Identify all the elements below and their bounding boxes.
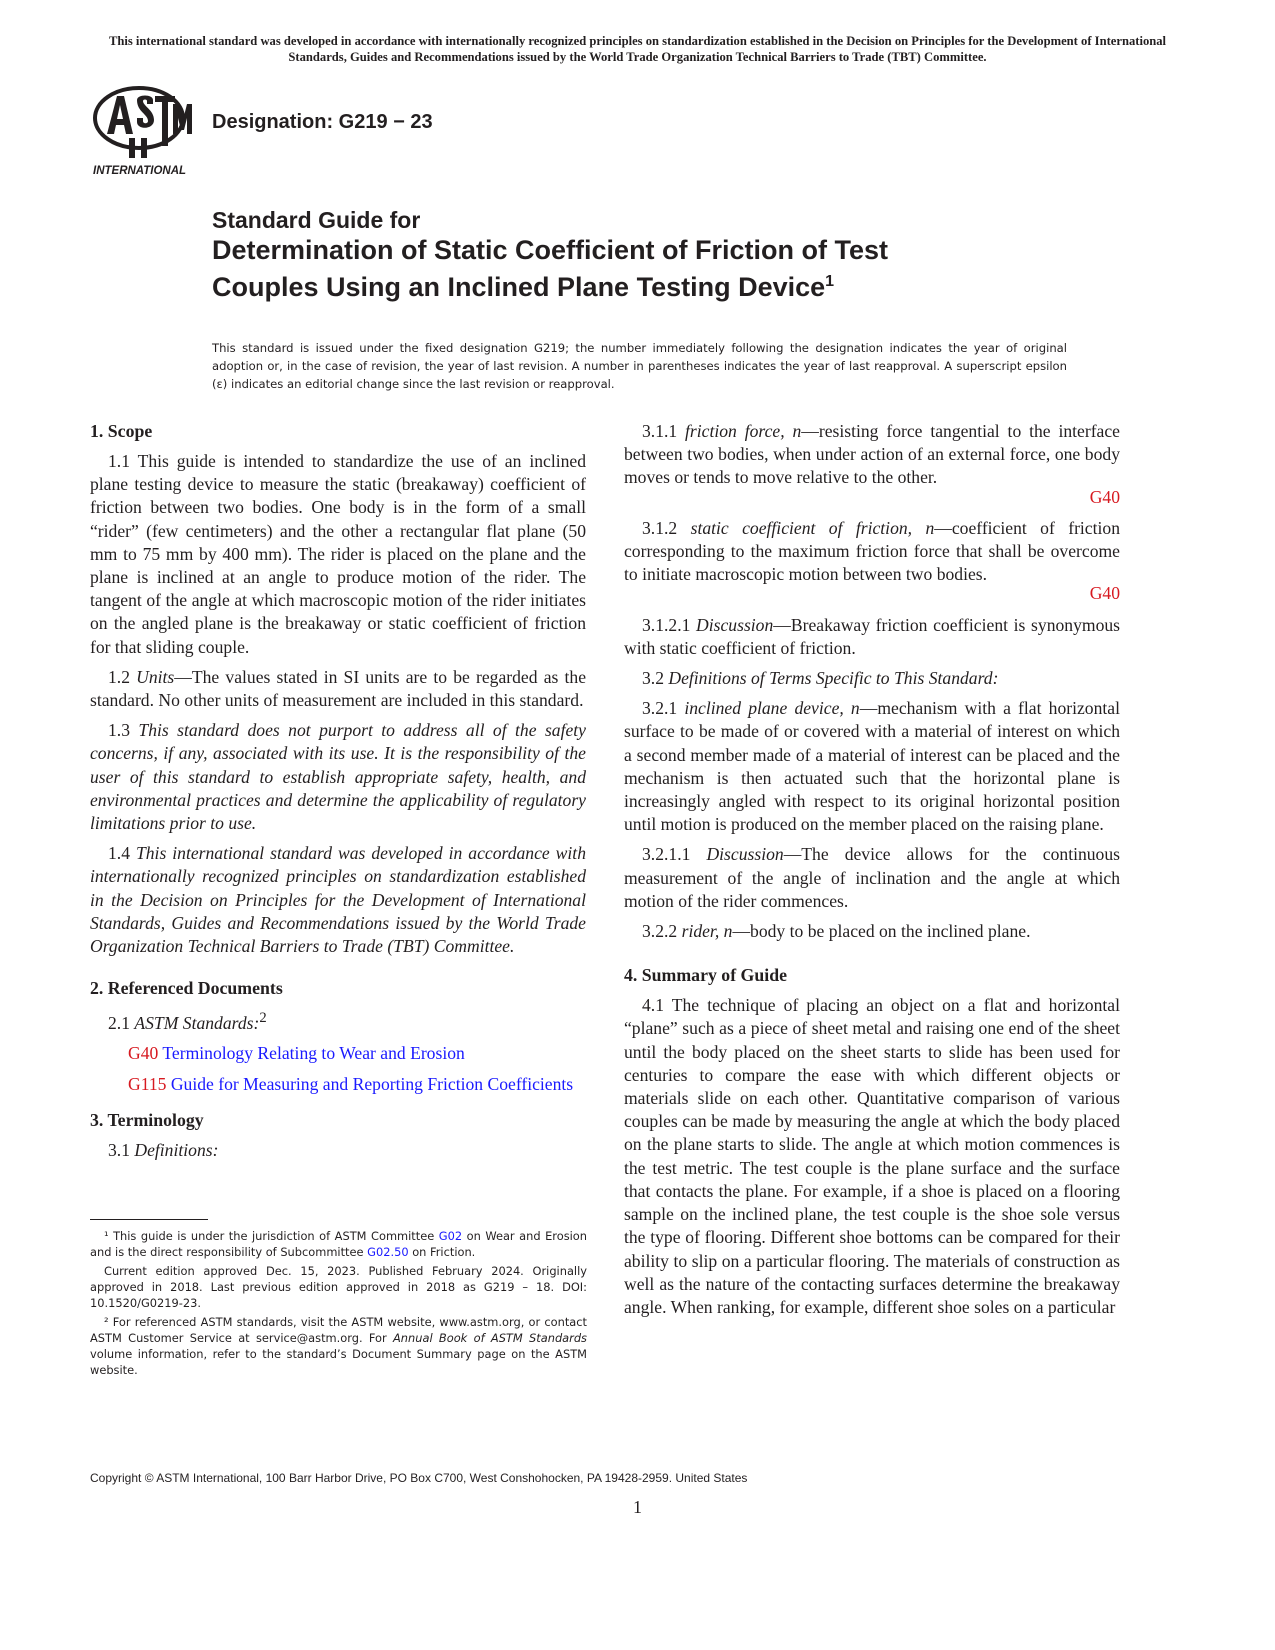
committee-link[interactable]: G02 [438, 1229, 463, 1243]
document-title [212, 206, 1112, 303]
title-line-3: Couples Using an Inclined Plane Testing Device$^1$ [212, 272, 835, 302]
footnote-1: ¹ This guide is under the jurisdiction of ASTM Committee G02 on Wear and Erosion and is the direct responsibility of Subcommittee G02.50 on Friction. [90, 1229, 587, 1259]
paragraph-1-2: 1.2 Units—The values stated in SI units are to be regarded as the standard. No other units of measurement are included in this standard. [90, 666, 587, 711]
paragraph-3-2: 3.2 Definitions of Terms Specific to This Standard: [642, 668, 999, 689]
footnotes [90, 1228, 587, 1381]
footnote-2: ² For referenced ASTM standards, visit the ASTM website, www.astm.org, or contact ASTM Customer Service at service@astm.org. For Annual Book of ASTM Standards volume information, refer to the standard’s Document Summary page on the ASTM website. [90, 1315, 587, 1377]
top-notice: This international standard was developed in accordance with internationally recognized principles on standardization established in the Decision on Principles for the Development of International Standards, Guides and Recommendations issued by the World Trade Organization Technical Barriers to Trade (TBT) Committee. [108, 34, 1167, 64]
reference-g40[interactable]: G40 Terminology Relating to Wear and Erosion [128, 1043, 465, 1064]
logo-wordmark: INTERNATIONAL [93, 165, 187, 176]
page-number: 1 [633, 1497, 642, 1517]
footnote-divider [90, 1219, 208, 1220]
paragraph-3-2-1: 3.2.1 inclined plane device, n—mechanism with a flat horizontal surface to be made of or covered with a material of interest on which a second member made of a material of interest can be placed and the mechanism is then actuated such that the horizontal plane is increasingly angled with respect to its original horizontal position until motion is produced on the member placed on the raising plane. [624, 698, 1120, 835]
paragraph-3-1-1: 3.1.1 friction force, n—resisting force tangential to the interface between two bodies, when under action of an external force, one body moves or tends to move relative to the other. [624, 421, 1120, 488]
paragraph-4-1: 4.1 The technique of placing an object on a flat and horizontal “plane” such as a piece of sheet metal and raising one end of the sheet until the body placed on the sheet starts to slide has been used for centuries to compare the ease with which different objects or materials slide on each other. Quantitative comparison of various couples can be made by measuring the angle at which the body placed on the plane starts to slide. The angle at which motion commences is the test metric. The test couple is the plane surface and the surface that contacts the plane. For example, if a shoe is placed on a flooring sample on the inclined plane, the test couple is the shoe sole versus the type of flooring. Different shoe bottoms can be compared for their ability to slip on a particular flooring. The materials of construction as well as the nature of the contacting surfaces determine the breakaway angle. When ranking, for example, different shoe soles on a particular [624, 995, 1120, 1317]
paragraph-1-3: 1.3 This standard does not purport to address all of the safety concerns, if any, associated with its use. It is the responsibility of the user of this standard to establish appropriate safety, health, and environmental practices and determine the applicability of regulatory limitations prior to use. [90, 720, 586, 834]
title-line-1: Standard Guide for [212, 207, 421, 233]
paragraph-2-1: 2.1 ASTM Standards:$^2$ [108, 1010, 267, 1034]
paragraph-3-1-2-1: 3.1.2.1 Discussion—Breakaway friction coefficient is synonymous with static coefficient of friction. [624, 614, 1121, 658]
reference-g115[interactable]: G115 Guide for Measuring and Reporting Friction Coefficients [128, 1073, 574, 1094]
footnote-1-edition: Current edition approved Dec. 15, 2023. Published February 2024. Originally approved in 2018. Last previous edition approved in 2018 as G219 – 18. DOI: 10.1520/G0219-23. [90, 1264, 587, 1310]
title-footnote-mark: 1 [825, 273, 835, 290]
paragraph-1-4: 1.4 This international standard was developed in accordance with internationally recognized principles on standardization established in the Decision on Principles for the Development of International Standards, Guides and Recommendations issued by the World Trade Organization Technical Barriers to Trade (TBT) Committee. [90, 843, 586, 957]
section-3-heading: 3. Terminology [90, 1109, 204, 1130]
title-line-2: Determination of Static Coefficient of Friction of Test [212, 235, 889, 265]
designation: Designation: G219 − 23 [212, 111, 433, 133]
paragraph-1-1: 1.1 This guide is intended to standardize the use of an inclined plane testing device to measure the static (breakaway) coefficient of friction between two bodies. One body is in the form of a small “rider” (few centimeters) and the other a rectangular flat plane (50 mm to 75 mm by 400 mm). The rider is placed on the plane and the plane is inclined at an angle to produce motion of the rider. The tangent of the angle at which macroscopic motion of the rider initiates on the angled plane is the breakaway or static coefficient of friction for that sliding couple. [90, 451, 586, 657]
section-2-heading: 2. Referenced Documents [90, 978, 283, 999]
copyright: Copyright © ASTM International, 100 Barr Harbor Drive, PO Box C700, West Conshohocken, PA 19428-2959. United States [90, 1471, 748, 1485]
astm-international-logo [93, 86, 193, 176]
reference-tag-g40[interactable]: G40 [1089, 583, 1120, 604]
section-4-heading: 4. Summary of Guide [624, 965, 788, 986]
section-1-heading: 1. Scope [90, 421, 153, 441]
paragraph-3-2-1-1: 3.2.1.1 Discussion—The device allows for the continuous measurement of the angle of inclination and the angle at which motion of the rider commences. [624, 844, 1120, 911]
paragraph-3-2-2: 3.2.2 rider, n—body to be placed on the inclined plane. [642, 921, 1031, 942]
paragraph-3-1-2: 3.1.2 static coefficient of friction, n—coefficient of friction corresponding to the maximum friction force that shall be overcome to initiate macroscopic motion between two bodies. [624, 517, 1120, 585]
issue-note: This standard is issued under the fixed designation G219; the number immediately following the designation indicates the year of original adoption or, in the case of revision, the year of last revision. A number in parentheses indicates the year of last reapproval. A superscript epsilon (ε) indicates an editorial change since the last revision or reapproval. [212, 341, 1067, 391]
left-column [90, 420, 586, 1169]
reference-tag-g40[interactable]: G40 [1089, 486, 1120, 507]
subcommittee-link[interactable]: G02.50 [367, 1245, 409, 1259]
right-column [624, 420, 1120, 1326]
paragraph-3-1: 3.1 Definitions: [108, 1139, 219, 1160]
